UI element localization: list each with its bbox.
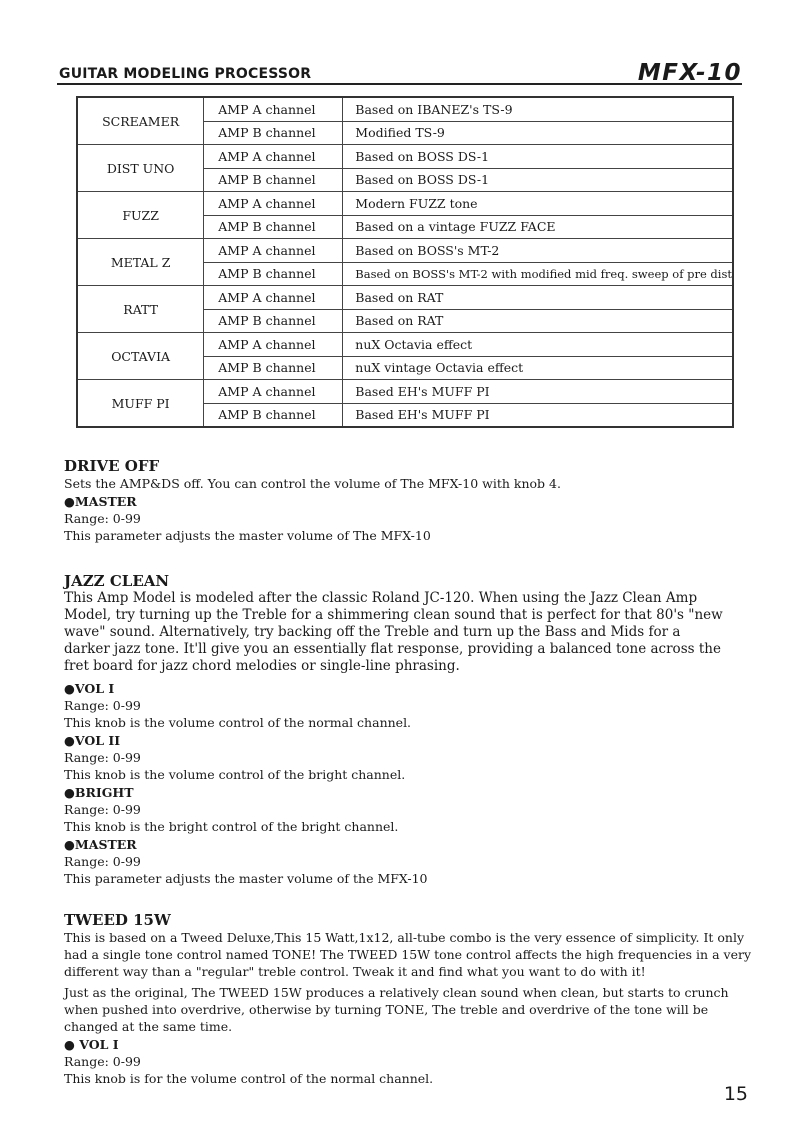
channel-label: AMP B channel	[204, 309, 343, 333]
channel-label: AMP B channel	[204, 403, 343, 427]
channel-label: AMP B channel	[204, 121, 343, 145]
param-desc: This knob is the volume control of the normal channel.	[64, 715, 412, 730]
channel-label: AMP B channel	[204, 356, 343, 380]
effect-name: FUZZ	[78, 192, 204, 239]
channel-label: AMP A channel	[204, 380, 343, 404]
param-name: ●BRIGHT	[64, 785, 134, 800]
header-title: GUITAR MODELING PROCESSOR	[59, 66, 312, 82]
channel-description: Based EH's MUFF PI	[343, 380, 733, 404]
channel-description: Based on RAT	[343, 286, 733, 310]
page-header	[57, 62, 742, 88]
intro-line: This is based on a Tweed Deluxe,This 15 Watt,1x12, all-tube combo is the very essence of simplicity. It only	[64, 930, 745, 945]
channel-label: AMP B channel	[204, 215, 343, 239]
channel-description: Based on BOSS DS-1	[343, 168, 733, 192]
effect-name: SCREAMER	[78, 98, 204, 145]
param-desc: This parameter adjusts the master volume of the MFX-10	[64, 871, 428, 886]
tweed-15w-section	[64, 911, 754, 1087]
intro-line: This Amp Model is modeled after the classic Roland JC-120. When using the Jazz Clean Amp	[64, 590, 698, 606]
channel-description: Based EH's MUFF PI	[343, 403, 733, 427]
section-title: JAZZ CLEAN	[64, 572, 170, 590]
section-title: TWEED 15W	[64, 911, 171, 929]
product-logo: MFX-10	[637, 60, 742, 86]
param-range: Range: 0-99	[64, 1054, 141, 1069]
table-row	[78, 286, 733, 310]
table-row	[78, 333, 733, 357]
section-title: DRIVE OFF	[64, 457, 160, 475]
param-name: ● VOL I	[64, 1037, 119, 1052]
intro-line: changed at the same time.	[64, 1019, 233, 1034]
table-row	[78, 239, 733, 263]
effect-name: MUFF PI	[78, 380, 204, 427]
header-rule	[57, 83, 742, 85]
table-row	[78, 192, 733, 216]
effect-name: OCTAVIA	[78, 333, 204, 380]
drive-off-section	[64, 457, 754, 544]
channel-description: Based on RAT	[343, 309, 733, 333]
jazz-clean-section	[64, 572, 754, 887]
param-range: Range: 0-99	[64, 750, 141, 765]
effect-name: METAL Z	[78, 239, 204, 286]
channel-description: nuX Octavia effect	[343, 333, 733, 357]
channel-label: AMP A channel	[204, 98, 343, 122]
channel-description: Modified TS-9	[343, 121, 733, 145]
channel-label: AMP A channel	[204, 145, 343, 169]
channel-description: Modern FUZZ tone	[343, 192, 733, 216]
channel-label: AMP B channel	[204, 168, 343, 192]
param-name: ●VOL II	[64, 733, 121, 748]
param-range: Range: 0-99	[64, 698, 141, 713]
page-number: 15	[723, 1083, 748, 1105]
table-row	[78, 98, 733, 122]
channel-description: Based on BOSS's MT-2	[343, 239, 733, 263]
intro-line: Just as the original, The TWEED 15W produces a relatively clean sound when clean, but starts to crunch	[64, 985, 729, 1000]
param-desc: This knob is the volume control of the bright channel.	[64, 767, 406, 782]
param-desc: This knob is the bright control of the bright channel.	[64, 819, 399, 834]
channel-label: AMP B channel	[204, 262, 343, 286]
param-range: Range: 0-99	[64, 854, 141, 869]
section-text: Sets the AMP&DS off. You can control the volume of The MFX-10 with knob 4.	[64, 476, 561, 491]
param-name: ●VOL I	[64, 681, 115, 696]
param-name: ●MASTER	[64, 494, 137, 509]
intro-line: fret board for jazz chord melodies or single-line phrasing.	[64, 658, 460, 674]
intro-line: Model, try turning up the Treble for a shimmering clean sound that is perfect for that 80's "new	[64, 607, 723, 623]
channel-description: Based on IBANEZ's TS-9	[343, 98, 733, 122]
channel-description: Based on a vintage FUZZ FACE	[343, 215, 733, 239]
channel-description: Based on BOSS DS-1	[343, 145, 733, 169]
param-desc: This parameter adjusts the master volume of The MFX-10	[64, 528, 431, 543]
channel-label: AMP A channel	[204, 239, 343, 263]
intro-line: darker jazz tone. It'll give you an essentially flat response, providing a balanced tone across the	[64, 641, 721, 657]
channel-label: AMP A channel	[204, 333, 343, 357]
intro-line: wave" sound. Alternatively, try backing off the Treble and turn up the Bass and Mids for a	[64, 624, 681, 640]
effect-name: DIST UNO	[78, 145, 204, 192]
channel-label: AMP A channel	[204, 192, 343, 216]
amp-model-table	[77, 97, 733, 427]
table-row	[78, 380, 733, 404]
param-range: Range: 0-99	[64, 511, 141, 526]
param-desc: This knob is for the volume control of the normal channel.	[64, 1071, 434, 1086]
channel-label: AMP A channel	[204, 286, 343, 310]
channel-description: nuX vintage Octavia effect	[343, 356, 733, 380]
param-range: Range: 0-99	[64, 802, 141, 817]
intro-line: when pushed into overdrive, otherwise by turning TONE, The treble and overdrive of the tone will be	[64, 1002, 709, 1017]
param-name: ●MASTER	[64, 837, 137, 852]
channel-description: Based on BOSS's MT-2 with modified mid freq. sweep of pre dist	[343, 262, 733, 286]
effect-name: RATT	[78, 286, 204, 333]
intro-line: had a single tone control named TONE! The TWEED 15W tone control affects the high frequencies in a very	[64, 947, 751, 962]
table-row	[78, 145, 733, 169]
intro-line: different way than a "regular" treble control. Tweak it and find what you want to do with it!	[64, 964, 646, 979]
